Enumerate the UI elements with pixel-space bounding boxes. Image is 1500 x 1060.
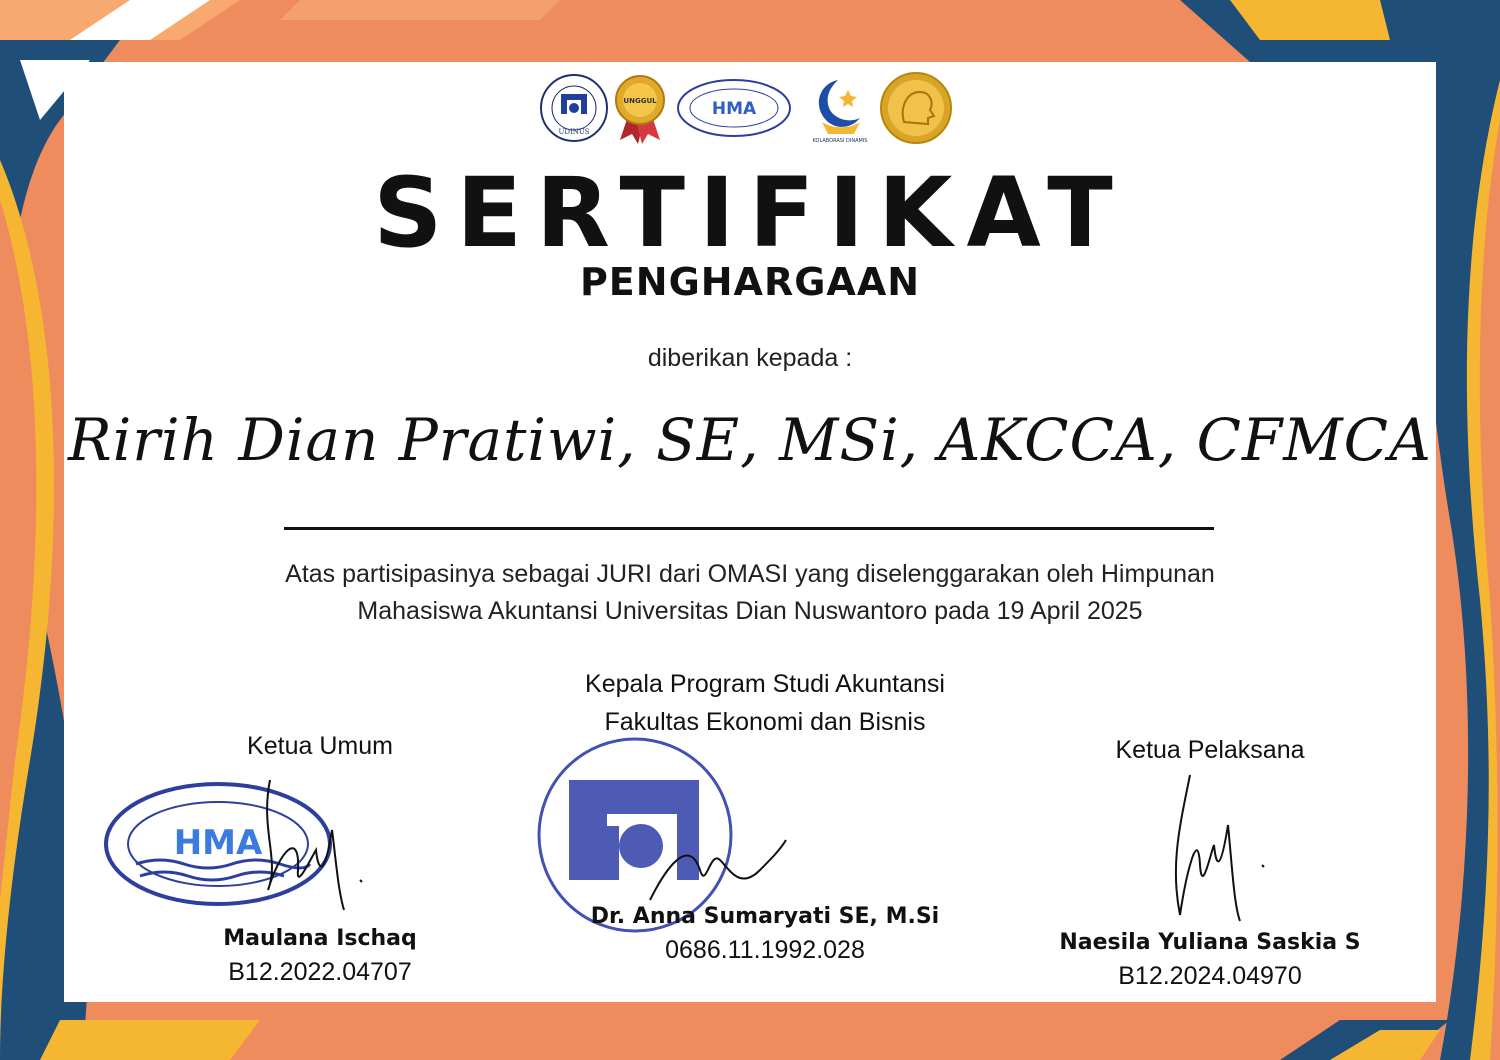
center-signatory-id: 0686.11.1992.028 <box>665 936 865 964</box>
hma-logo <box>678 80 790 136</box>
description <box>150 556 1350 630</box>
name-underline <box>284 527 1214 530</box>
svg-text:KOLABORASI DINAMIS: KOLABORASI DINAMIS <box>812 138 868 144</box>
svg-text:HMA: HMA <box>173 823 263 863</box>
right-signature <box>1150 765 1290 925</box>
partner-logos <box>540 72 960 146</box>
logo-row <box>540 72 960 146</box>
left-signature <box>240 770 390 920</box>
svg-text:HMA: HMA <box>711 99 757 119</box>
certificate-subtitle: PENGHARGAAN <box>579 260 921 304</box>
udinus-logo <box>541 75 607 141</box>
right-signatory-name: Naesila Yuliana Saskia S <box>1059 930 1361 955</box>
description-line-1: Atas partisipasinya sebagai JURI dari OMASI yang diselenggarakan oleh Himpunan <box>285 560 1215 588</box>
description-line-2: Mahasiswa Akuntansi Universitas Dian Nuswantoro pada 19 April 2025 <box>357 597 1143 625</box>
center-signatory-name: Dr. Anna Sumaryati SE, M.Si <box>590 904 940 929</box>
kolaborasi-logo <box>813 80 868 144</box>
left-signatory-role: Ketua Umum <box>247 732 393 760</box>
right-signatory-id: B12.2024.04970 <box>1118 962 1302 990</box>
certificate-title: SERTIFIKAT <box>373 157 1127 269</box>
right-signatory-role: Ketua Pelaksana <box>1115 736 1305 764</box>
recipient-name: Ririh Dian Pratiwi, SE, MSi, AKCCA, CFMCA <box>68 406 1432 474</box>
svg-text:UNGGUL: UNGGUL <box>623 97 657 105</box>
left-signatory-name: Maulana Ischaq <box>223 926 417 951</box>
center-signatory-role-2: Fakultas Ekonomi dan Bisnis <box>604 708 926 736</box>
gold-emblem <box>881 73 951 143</box>
left-signatory-id: B12.2022.04707 <box>228 958 412 986</box>
svg-text:UDINUS: UDINUS <box>558 128 590 136</box>
center-signatory-role-1: Kepala Program Studi Akuntansi <box>585 670 945 698</box>
given-to-label: diberikan kepada : <box>647 344 853 372</box>
unggul-badge <box>616 76 664 144</box>
